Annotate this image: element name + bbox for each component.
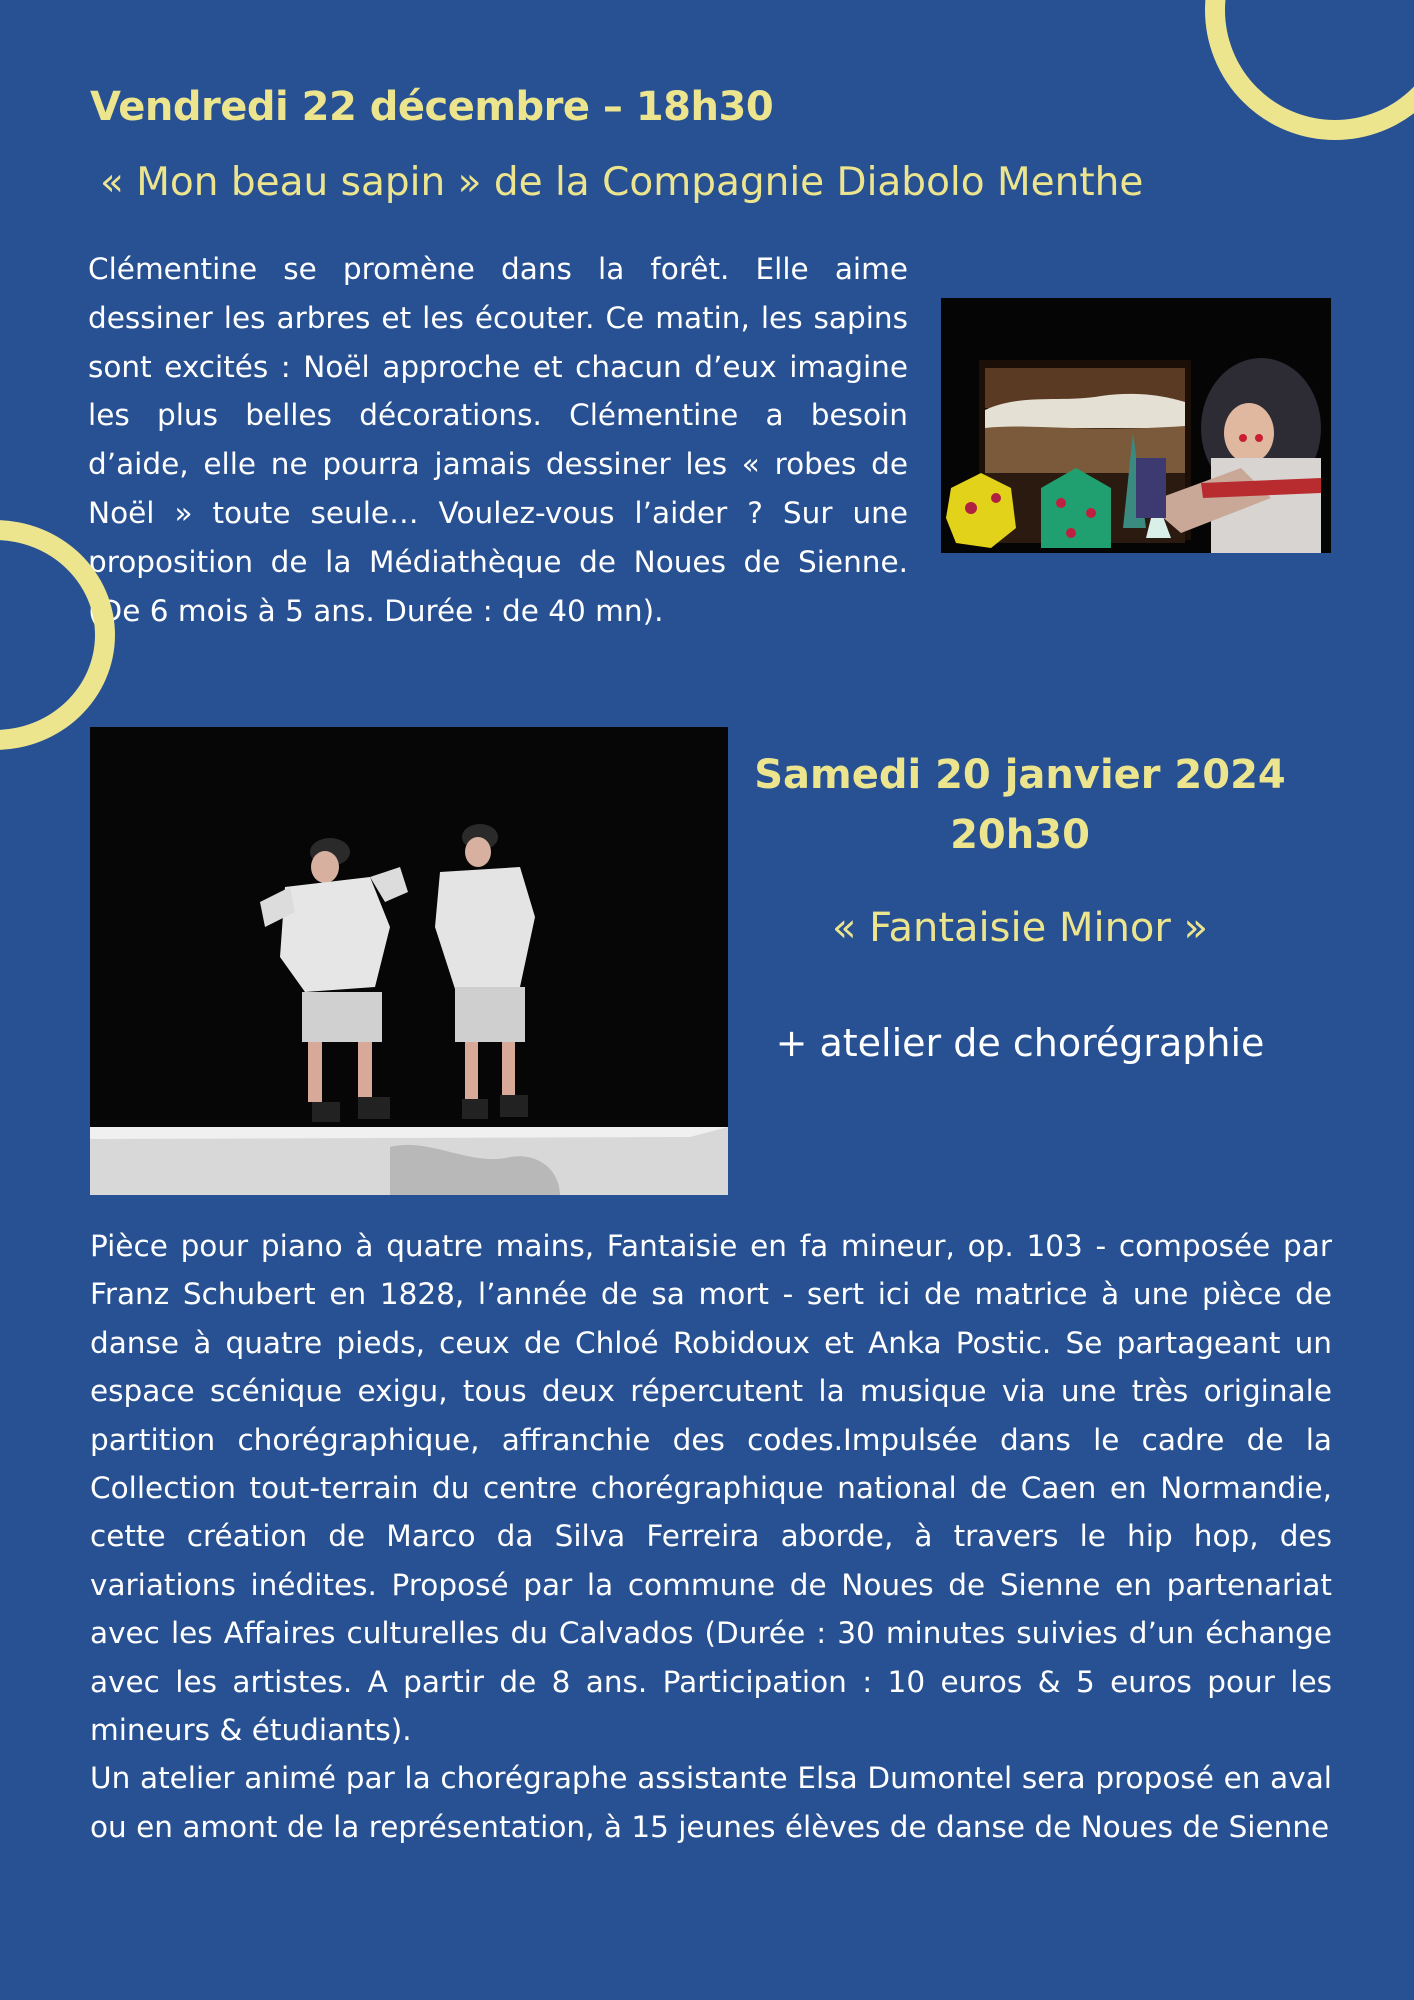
dancers-image	[90, 727, 728, 1195]
puppet-show-image	[941, 298, 1331, 553]
event2-subtitle: + atelier de chorégraphie	[775, 1021, 1265, 1065]
event2-date	[740, 745, 1300, 865]
event1-date: Vendredi 22 décembre – 18h30	[90, 84, 774, 130]
event2-description-text: Pièce pour piano à quatre mains, Fantaisie en fa mineur, op. 103 - composée par Franz Schubert en 1828, l’année de sa mort - sert ici de matrice à une pièce de danse à quatre pieds, ceux de Chloé Robidoux et Anka Postic. Se partageant un espace scénique exigu, tous deux répercutent la musique via une très originale partition chorégraphique, affranchie des codes.Impulsée dans le cadre de la Collection tout-terrain du centre chorégraphique national de Caen en Normandie, cette création de Marco da Silva Ferreira aborde, à travers le hip hop, des variations inédites. Proposé par la commune de Noues de Sienne en partenariat avec les Affaires culturelles du Calvados (Durée : 30 minutes suivies d’un échange avec les artistes. A partir de 8 ans. Participation : 10 euros & 5 euros pour les mineurs & étudiants).	[90, 1229, 1332, 1748]
event2-description	[90, 1222, 1332, 1851]
event2-workshop-text: Un atelier animé par la chorégraphe assistante Elsa Dumontel sera proposé en aval ou en amont de la représentation, à 15 jeunes élèves de danse de Noues de Sienne	[90, 1761, 1332, 1844]
event1-description	[88, 245, 908, 635]
event2-title: « Fantaisie Minor »	[831, 905, 1209, 951]
event2-date-line1: Samedi 20 janvier 2024	[754, 752, 1286, 798]
decorative-ring-top	[1205, 0, 1414, 140]
event1-photo-puppet-show	[941, 298, 1331, 553]
event2-date-line2: 20h30	[950, 812, 1090, 858]
event2-photo-dancers	[90, 727, 728, 1195]
event1-title: « Mon beau sapin » de la Compagnie Diabolo Menthe	[100, 160, 1144, 205]
event1-description-text: Clémentine se promène dans la forêt. Elle aime dessiner les arbres et les écouter. Ce matin, les sapins sont excités : Noël approche et chacun d’eux imagine les plus belles décorations. Clémentine a besoin d’aide, elle ne pourra jamais dessiner les « robes de Noël » toute seule… Voulez-vous l’aider ? Sur une proposition de la Médiathèque de Noues de Sienne. (De 6 mois à 5 ans. Durée : de 40 mn).	[88, 252, 908, 628]
event2-header	[740, 745, 1300, 1065]
